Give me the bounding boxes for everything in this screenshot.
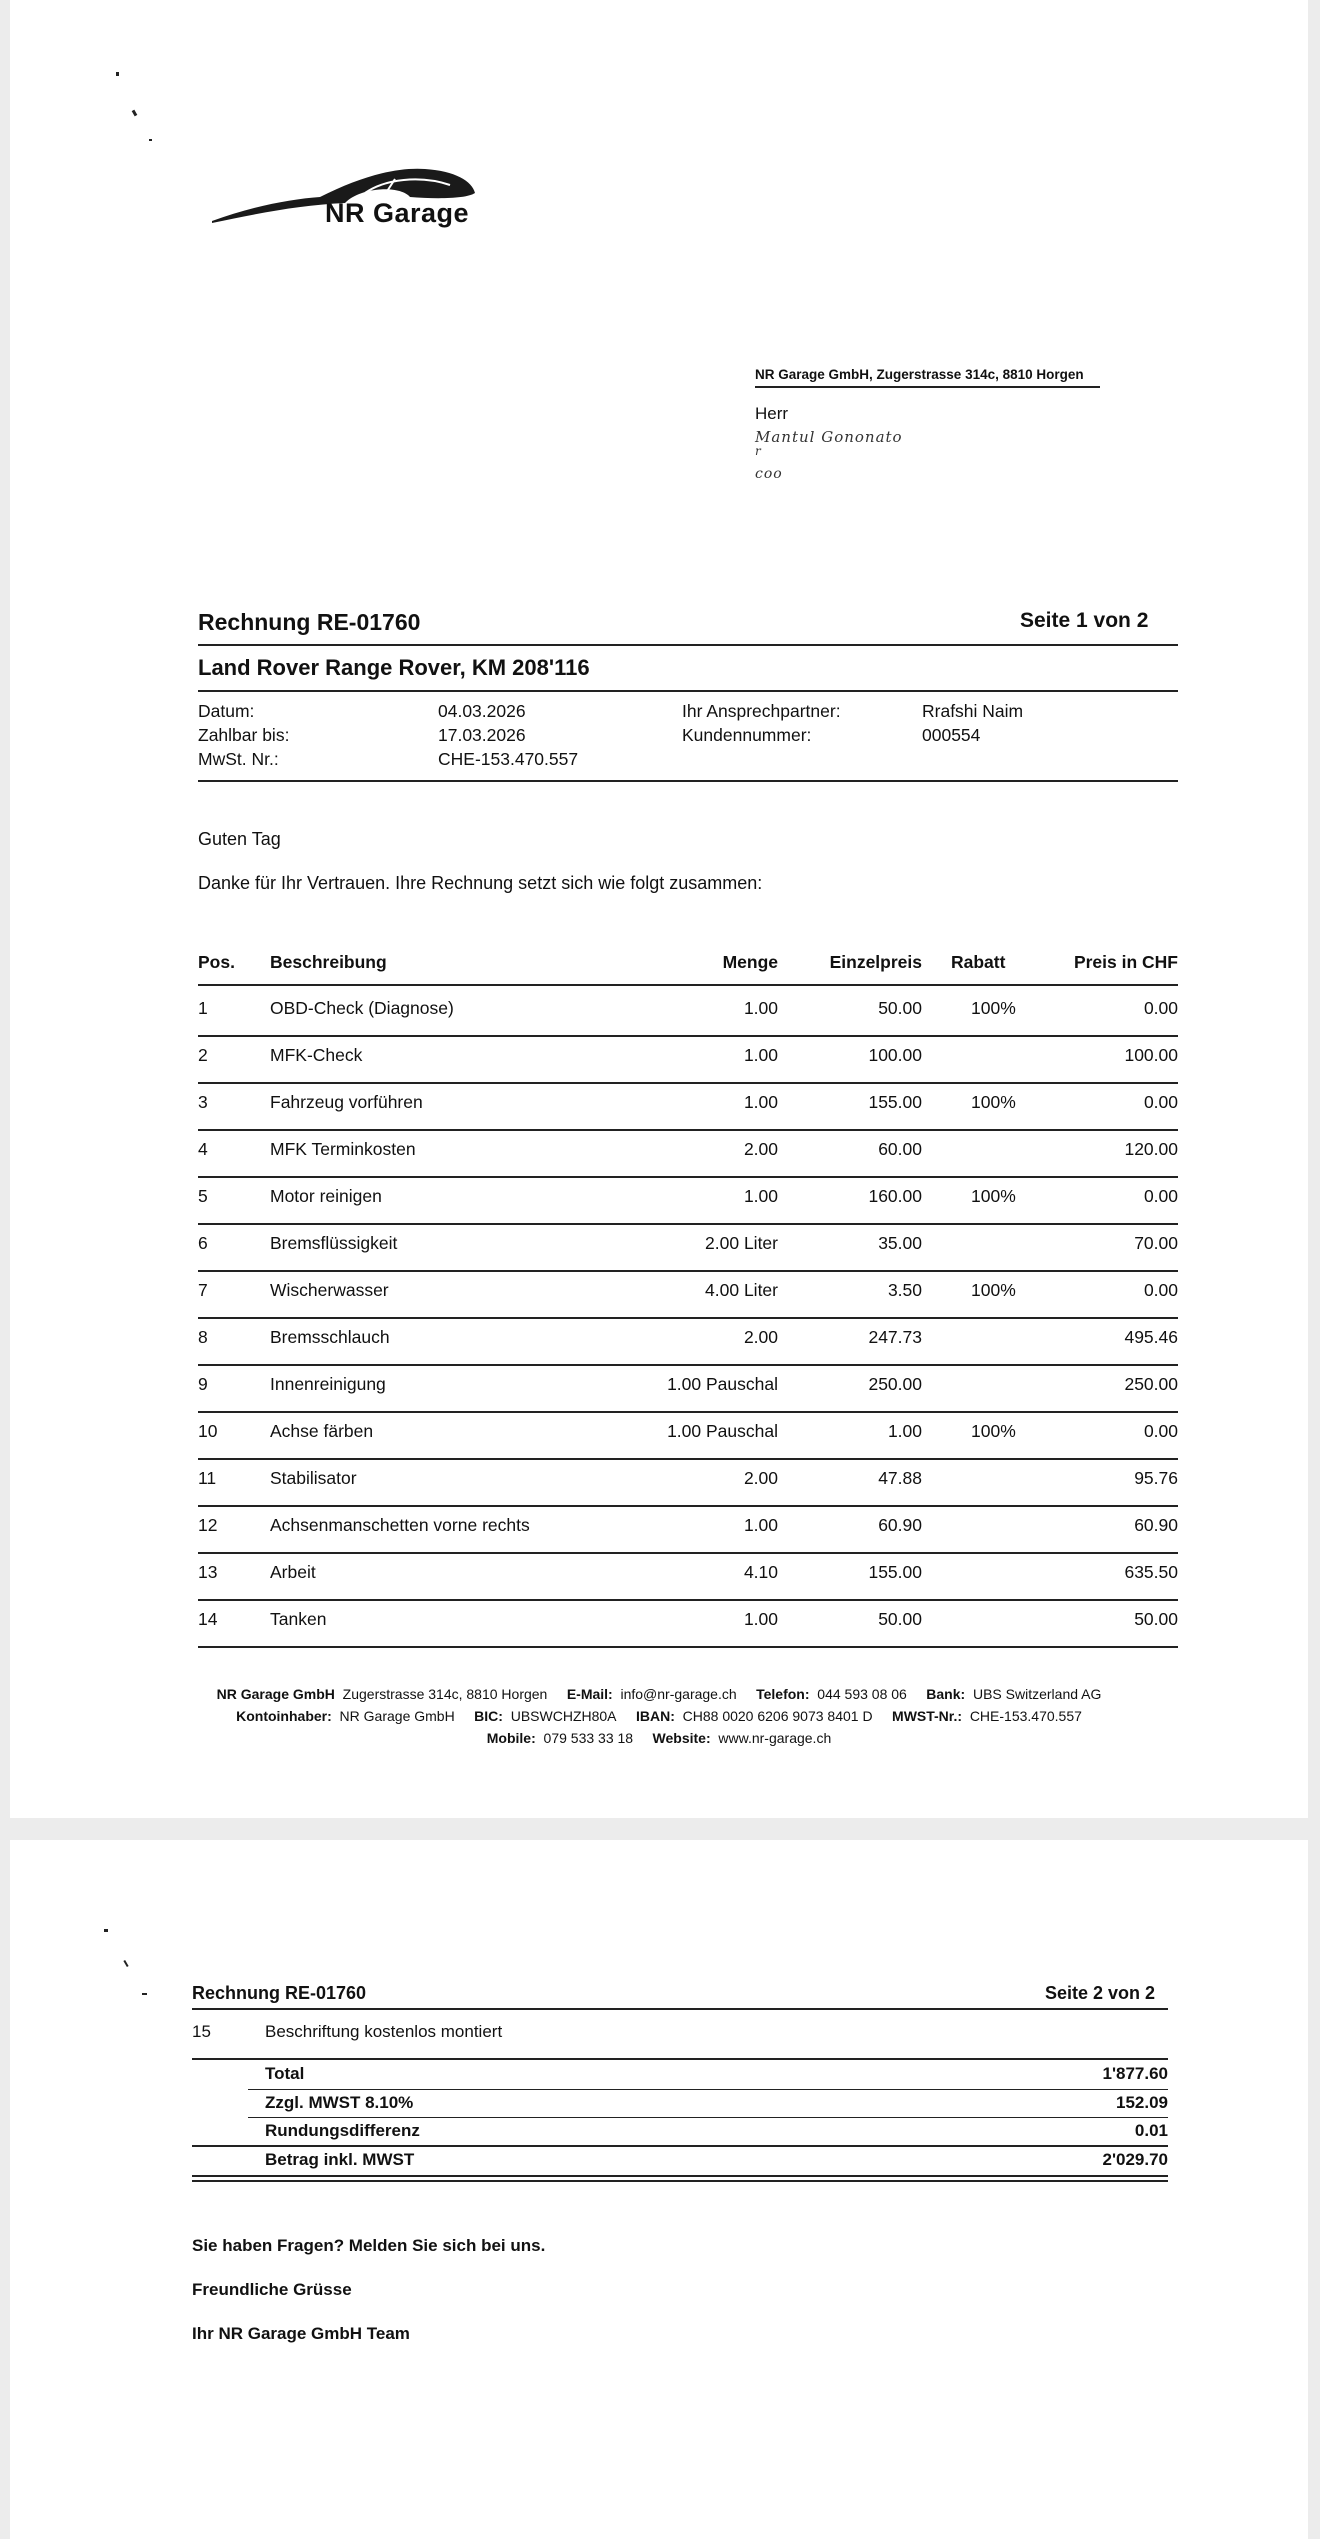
recipient-street: r bbox=[755, 444, 762, 458]
cell-quantity: 4.10 bbox=[743, 1562, 778, 1582]
footer-mobile: 079 533 33 18 bbox=[543, 1730, 634, 1746]
cell-unit-price: 35.00 bbox=[878, 1233, 922, 1253]
footer-address: Zugerstrasse 314c, 8810 Horgen bbox=[342, 1686, 548, 1702]
cell-description: Bremsschlauch bbox=[270, 1327, 390, 1347]
footer-phone-label: Telefon: bbox=[756, 1686, 810, 1702]
double-divider-top bbox=[192, 2175, 1168, 2177]
meta-label-due: Zahlbar bis: bbox=[198, 725, 290, 745]
col-header-unit-price: Einzelpreis bbox=[829, 952, 922, 972]
cell-price: 495.46 bbox=[1124, 1327, 1178, 1347]
cell-description: Stabilisator bbox=[270, 1468, 357, 1488]
cell-unit-price: 155.00 bbox=[868, 1092, 922, 1112]
cell-price: 0.00 bbox=[1143, 1280, 1178, 1300]
company-logo-text: NR Garage bbox=[325, 198, 470, 228]
footer-website-label: Website: bbox=[652, 1730, 711, 1746]
cell-pos: 11 bbox=[198, 1468, 217, 1488]
footer-company: NR Garage GmbH bbox=[216, 1686, 335, 1702]
cell-quantity: 1.00 bbox=[743, 998, 778, 1018]
table-row bbox=[198, 1317, 1178, 1366]
cell-price: 50.00 bbox=[1134, 1609, 1178, 1629]
cell-price: 0.00 bbox=[1143, 1421, 1178, 1441]
cell-price: 635.50 bbox=[1124, 1562, 1178, 1582]
cell-pos: 14 bbox=[198, 1609, 218, 1629]
cell-quantity: 1.00 bbox=[743, 1045, 778, 1065]
cell-discount: 100% bbox=[971, 1092, 1016, 1112]
vat-label: Zzgl. MWST 8.10% bbox=[265, 2093, 414, 2112]
footer-line-1 bbox=[10, 1686, 1308, 1702]
cell-pos: 9 bbox=[198, 1374, 208, 1394]
cell-quantity: 1.00 bbox=[743, 1186, 778, 1206]
meta-label-customer-no: Kundennummer: bbox=[682, 725, 812, 745]
totals-label: Total bbox=[265, 2064, 305, 2083]
cell-description: Arbeit bbox=[270, 1562, 316, 1582]
invoice-title: Rechnung RE-01760 bbox=[198, 609, 421, 635]
footer-iban: CH88 0020 6206 9073 8401 D bbox=[682, 1708, 873, 1724]
totals-value: 1'877.60 bbox=[1102, 2064, 1168, 2083]
page2-invoice-title: Rechnung RE-01760 bbox=[192, 1983, 367, 2003]
footer-vat: CHE-153.470.557 bbox=[969, 1708, 1082, 1724]
footer-email-label: E-Mail: bbox=[566, 1686, 613, 1702]
meta-label-contact: Ihr Ansprechpartner: bbox=[682, 701, 841, 721]
cell-price: 250.00 bbox=[1124, 1374, 1178, 1394]
footer-line-3 bbox=[10, 1730, 1308, 1746]
closing-signature: Ihr NR Garage GmbH Team bbox=[192, 2324, 410, 2343]
recipient-city: coo bbox=[755, 466, 783, 482]
footer-bic: UBSWCHZH80A bbox=[510, 1708, 617, 1724]
cell-quantity: 1.00 Pauschal bbox=[667, 1374, 778, 1394]
footer-website[interactable]: www.nr-garage.ch bbox=[718, 1730, 832, 1746]
cell-unit-price: 3.50 bbox=[887, 1280, 922, 1300]
cell-pos: 10 bbox=[198, 1421, 218, 1441]
cell-description: MFK-Check bbox=[270, 1045, 363, 1065]
recipient-salutation: Herr bbox=[755, 404, 789, 423]
table-row bbox=[198, 1411, 1178, 1460]
table-row bbox=[198, 988, 1178, 1037]
cell-price: 60.90 bbox=[1134, 1515, 1178, 1535]
cell-description: Tanken bbox=[270, 1609, 327, 1629]
table-header-divider bbox=[198, 984, 1178, 986]
divider bbox=[198, 690, 1178, 692]
table-row bbox=[198, 1223, 1178, 1272]
cell-description: OBD-Check (Diagnose) bbox=[270, 998, 454, 1018]
page-number: Seite 1 von 2 bbox=[1020, 609, 1149, 632]
divider bbox=[248, 2089, 1168, 2090]
meta-value-date: 04.03.2026 bbox=[438, 701, 526, 721]
page2-page-number: Seite 2 von 2 bbox=[1045, 1983, 1156, 2003]
table-row bbox=[198, 1552, 1178, 1601]
double-divider-bottom bbox=[192, 2180, 1168, 2182]
meta-value-due: 17.03.2026 bbox=[438, 725, 526, 745]
cell-discount: 100% bbox=[971, 1421, 1016, 1441]
table-row bbox=[198, 1364, 1178, 1413]
cell-pos: 8 bbox=[198, 1327, 208, 1347]
cell-description: Bremsflüssigkeit bbox=[270, 1233, 398, 1253]
table-row bbox=[198, 1129, 1178, 1178]
scan-speck bbox=[104, 1929, 108, 1932]
cell-price: 95.76 bbox=[1134, 1468, 1178, 1488]
vehicle-title: Land Rover Range Rover, KM 208'116 bbox=[198, 655, 590, 680]
cell-pos: 2 bbox=[198, 1045, 208, 1065]
cell-quantity: 1.00 bbox=[743, 1609, 778, 1629]
cell-discount: 100% bbox=[971, 998, 1016, 1018]
scan-speck bbox=[142, 1993, 147, 1995]
cell-unit-price: 60.00 bbox=[878, 1139, 922, 1159]
rounding-value: 0.01 bbox=[1134, 2121, 1168, 2140]
divider bbox=[198, 780, 1178, 782]
footer-holder: NR Garage GmbH bbox=[339, 1708, 455, 1724]
table-row bbox=[198, 1176, 1178, 1225]
cell-description: Motor reinigen bbox=[270, 1186, 382, 1206]
cell-pos: 12 bbox=[198, 1515, 218, 1535]
col-header-price: Preis in CHF bbox=[1073, 952, 1178, 972]
divider bbox=[248, 2117, 1168, 2118]
cell-pos: 5 bbox=[198, 1186, 208, 1206]
cell-unit-price: 247.73 bbox=[868, 1327, 922, 1347]
cell-description: Beschriftung kostenlos montiert bbox=[265, 2022, 503, 2041]
meta-label-date: Datum: bbox=[198, 701, 255, 721]
cell-pos: 3 bbox=[198, 1092, 208, 1112]
divider bbox=[192, 2058, 1168, 2060]
intro-text: Danke für Ihr Vertrauen. Ihre Rechnung setzt sich wie folgt zusammen: bbox=[198, 873, 763, 893]
cell-price: 120.00 bbox=[1124, 1139, 1178, 1159]
cell-quantity: 1.00 bbox=[743, 1515, 778, 1535]
footer-iban-label: IBAN: bbox=[635, 1708, 675, 1724]
footer-bank: UBS Switzerland AG bbox=[972, 1686, 1102, 1702]
meta-label-vat: MwSt. Nr.: bbox=[198, 749, 279, 769]
invoice-page-2 bbox=[10, 1840, 1308, 2539]
cell-quantity: 2.00 Liter bbox=[705, 1233, 778, 1253]
col-header-pos: Pos. bbox=[198, 952, 235, 972]
divider bbox=[192, 2008, 1168, 2010]
cell-quantity: 2.00 bbox=[743, 1468, 778, 1488]
recipient-name: Mantul Gononato bbox=[755, 428, 903, 446]
table-row bbox=[198, 1458, 1178, 1507]
cell-description: Fahrzeug vorführen bbox=[270, 1092, 423, 1112]
scan-speck bbox=[123, 1960, 128, 1967]
cell-pos: 1 bbox=[198, 998, 208, 1018]
meta-value-contact: Rrafshi Naim bbox=[922, 701, 1024, 721]
table-row bbox=[198, 1599, 1178, 1648]
cell-unit-price: 1.00 bbox=[887, 1421, 922, 1441]
footer-vat-label: MWST-Nr.: bbox=[892, 1708, 963, 1724]
cell-unit-price: 100.00 bbox=[868, 1045, 922, 1065]
cell-price: 0.00 bbox=[1143, 1092, 1178, 1112]
cell-description: Innenreinigung bbox=[270, 1374, 386, 1394]
scan-speck bbox=[132, 110, 138, 117]
cell-pos: 4 bbox=[198, 1139, 208, 1159]
cell-price: 0.00 bbox=[1143, 998, 1178, 1018]
table-row bbox=[198, 1505, 1178, 1554]
cell-pos: 7 bbox=[198, 1280, 208, 1300]
scan-speck bbox=[116, 72, 119, 76]
col-header-description: Beschreibung bbox=[270, 952, 387, 972]
vat-value: 152.09 bbox=[1116, 2093, 1168, 2112]
cell-price: 100.00 bbox=[1124, 1045, 1178, 1065]
cell-description: Wischerwasser bbox=[270, 1280, 389, 1300]
scan-speck bbox=[149, 139, 152, 141]
sender-address-line: NR Garage GmbH, Zugerstrasse 314c, 8810 Horgen bbox=[755, 367, 1100, 388]
greeting: Guten Tag bbox=[198, 829, 281, 849]
cell-unit-price: 47.88 bbox=[878, 1468, 922, 1488]
cell-quantity: 4.00 Liter bbox=[705, 1280, 778, 1300]
cell-description: Achsenmanschetten vorne rechts bbox=[270, 1515, 530, 1535]
cell-pos: 15 bbox=[192, 2022, 211, 2041]
cell-quantity: 2.00 bbox=[743, 1139, 778, 1159]
cell-pos: 6 bbox=[198, 1233, 208, 1253]
cell-discount: 100% bbox=[971, 1186, 1016, 1206]
footer-bic-label: BIC: bbox=[474, 1708, 503, 1724]
cell-description: Achse färben bbox=[270, 1421, 374, 1441]
closing-regards: Freundliche Grüsse bbox=[192, 2280, 352, 2299]
cell-quantity: 2.00 bbox=[743, 1327, 778, 1347]
cell-unit-price: 160.00 bbox=[868, 1186, 922, 1206]
footer-email[interactable]: info@nr-garage.ch bbox=[620, 1686, 737, 1702]
cell-description: MFK Terminkosten bbox=[270, 1139, 416, 1159]
cell-unit-price: 155.00 bbox=[868, 1562, 922, 1582]
cell-quantity: 1.00 Pauschal bbox=[667, 1421, 778, 1441]
footer-phone: 044 593 08 06 bbox=[817, 1686, 907, 1702]
meta-value-customer-no: 000554 bbox=[922, 725, 981, 745]
cell-discount: 100% bbox=[971, 1280, 1016, 1300]
divider bbox=[198, 644, 1178, 646]
table-row bbox=[198, 1035, 1178, 1084]
cell-pos: 13 bbox=[198, 1562, 218, 1582]
cell-price: 70.00 bbox=[1134, 1233, 1178, 1253]
grand-total-value: 2'029.70 bbox=[1102, 2150, 1168, 2169]
table-row bbox=[198, 1270, 1178, 1319]
footer-mobile-label: Mobile: bbox=[486, 1730, 536, 1746]
col-header-discount: Rabatt bbox=[951, 952, 1006, 972]
cell-unit-price: 250.00 bbox=[868, 1374, 922, 1394]
cell-price: 0.00 bbox=[1143, 1186, 1178, 1206]
meta-value-vat: CHE-153.470.557 bbox=[438, 749, 579, 769]
cell-unit-price: 50.00 bbox=[878, 1609, 922, 1629]
table-row bbox=[198, 1082, 1178, 1131]
cell-unit-price: 60.90 bbox=[878, 1515, 922, 1535]
footer-bank-label: Bank: bbox=[926, 1686, 966, 1702]
cell-quantity: 1.00 bbox=[743, 1092, 778, 1112]
footer-line-2 bbox=[10, 1708, 1308, 1724]
divider bbox=[192, 2145, 1168, 2147]
rounding-label: Rundungsdifferenz bbox=[265, 2121, 420, 2140]
grand-total-label: Betrag inkl. MWST bbox=[265, 2150, 415, 2169]
col-header-quantity: Menge bbox=[722, 952, 778, 972]
cell-unit-price: 50.00 bbox=[878, 998, 922, 1018]
invoice-page-1 bbox=[10, 0, 1308, 1818]
closing-question: Sie haben Fragen? Melden Sie sich bei uns. bbox=[192, 2236, 546, 2255]
footer-holder-label: Kontoinhaber: bbox=[236, 1708, 332, 1724]
